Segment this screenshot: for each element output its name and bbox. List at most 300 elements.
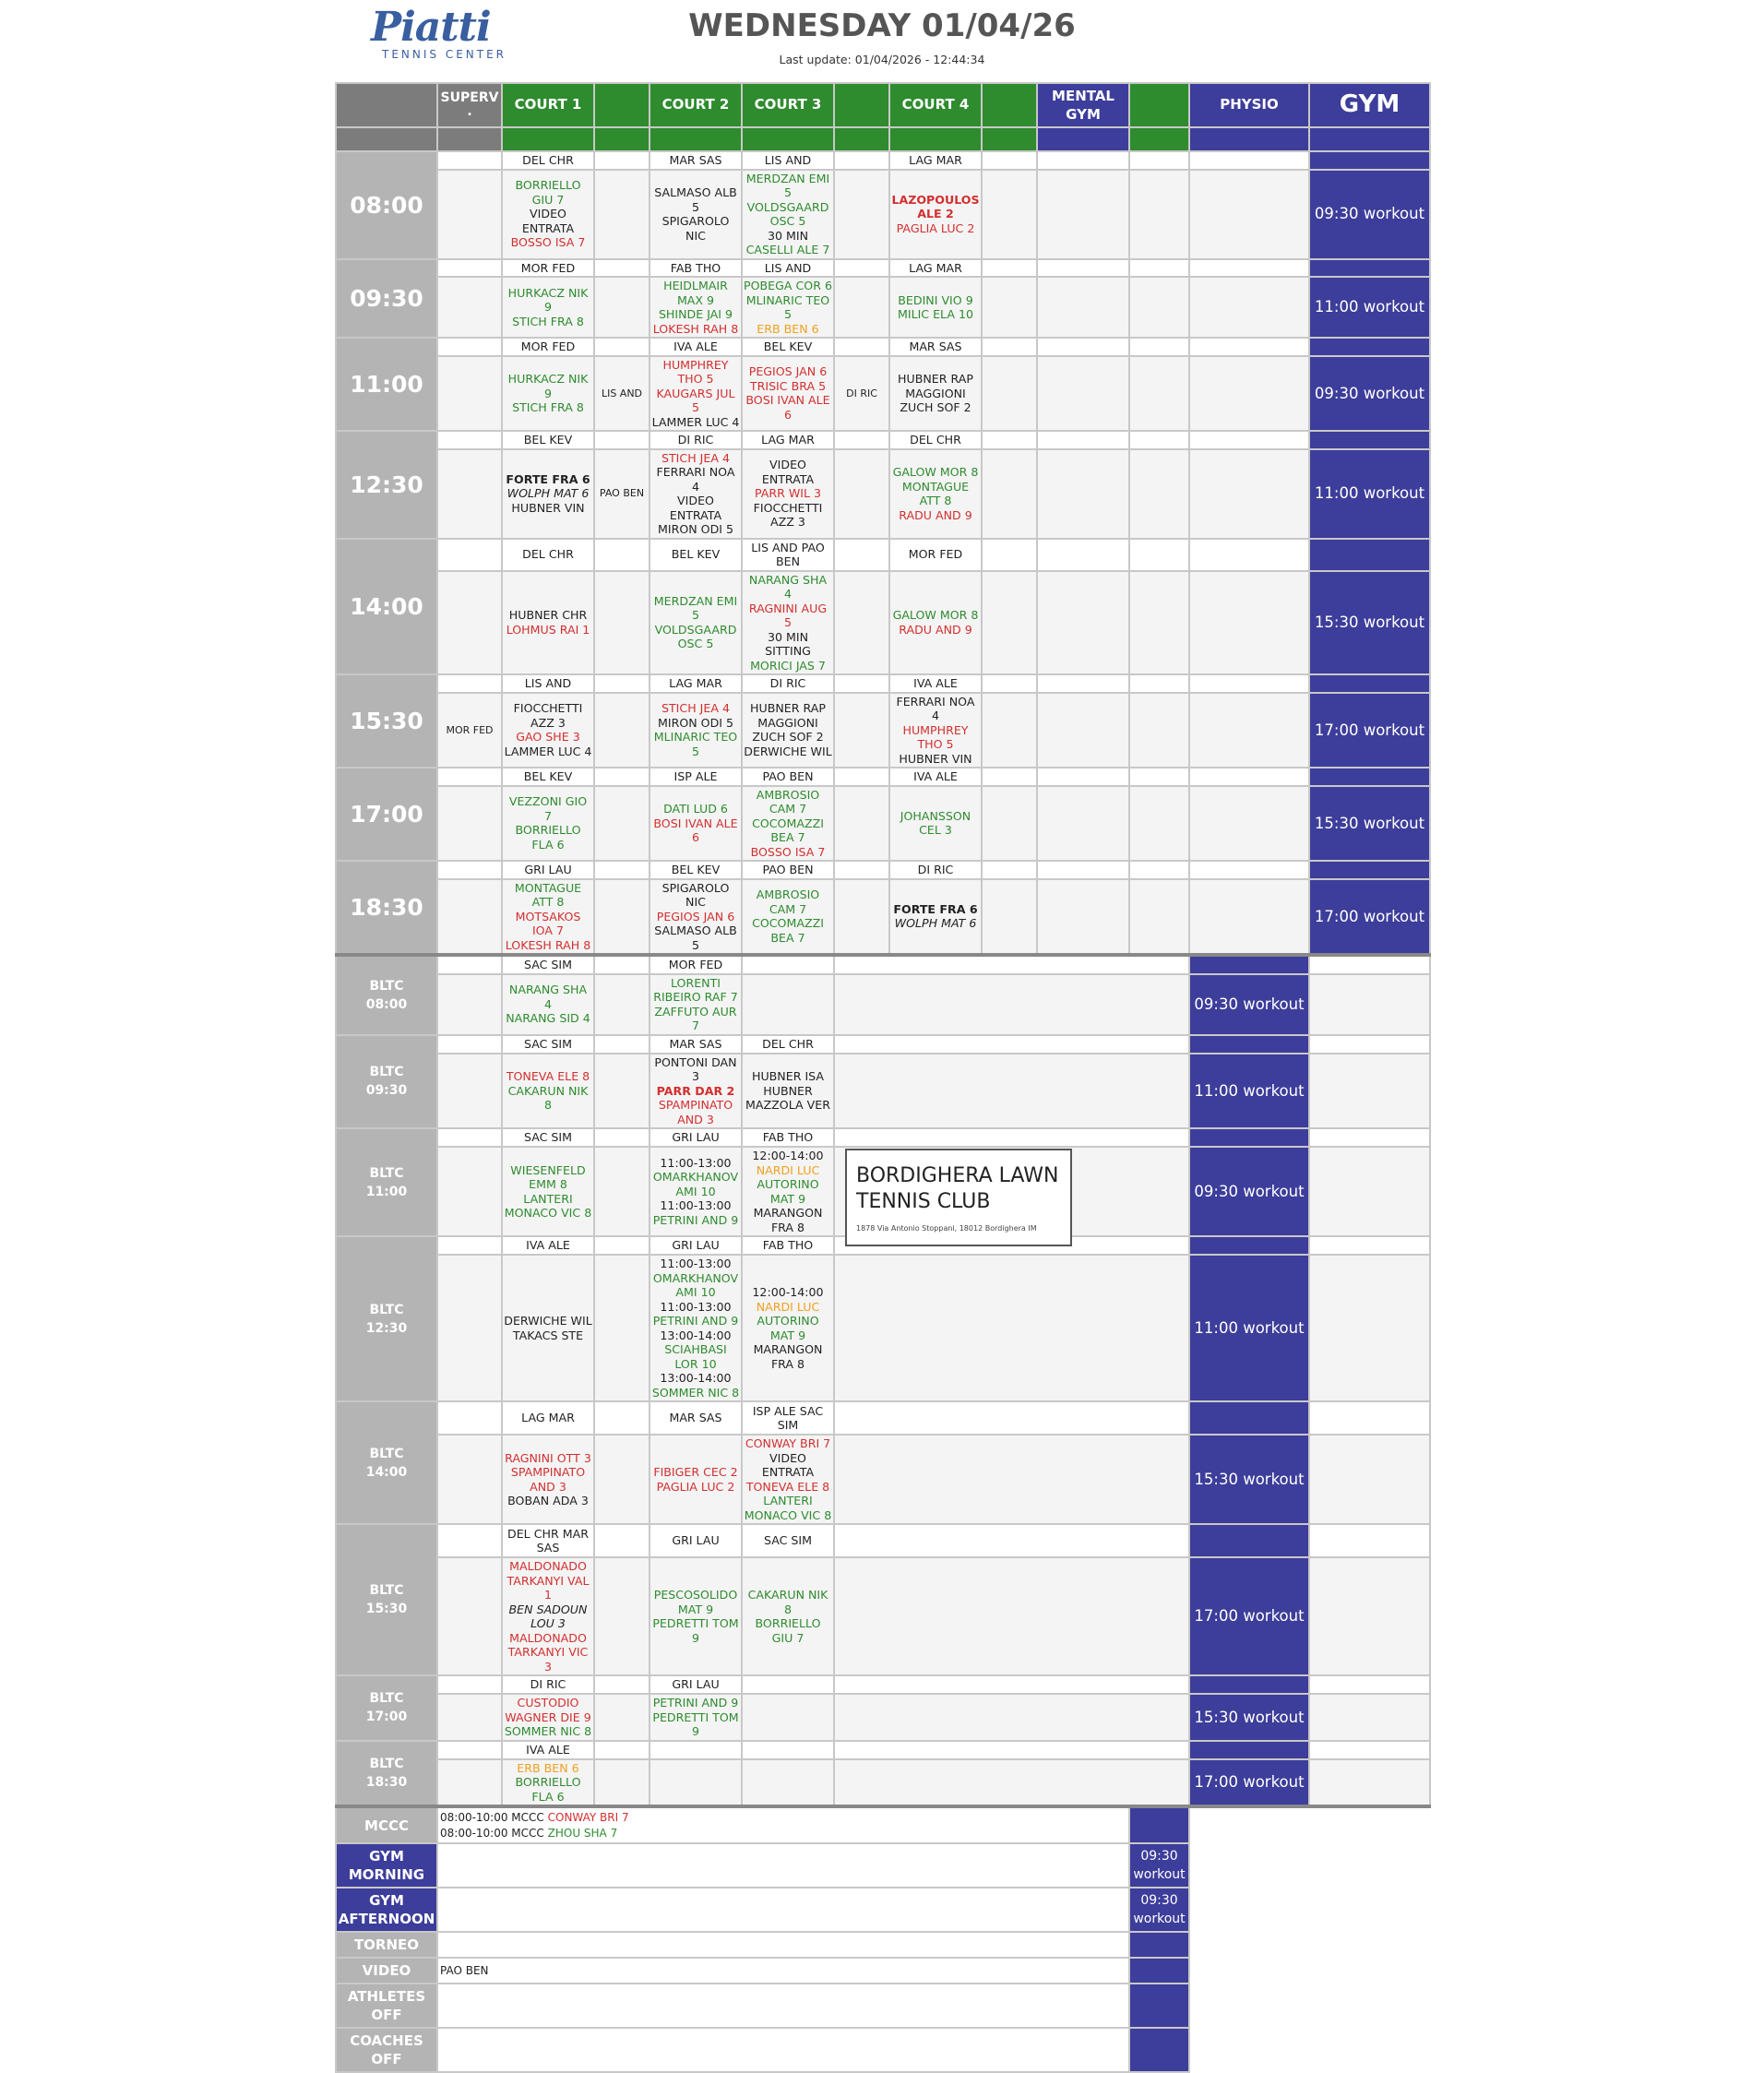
bltc-court3-cell — [742, 974, 834, 1035]
player-entry[interactable]: HUMPHREY THO 5 — [902, 722, 969, 751]
bltc-supervisor-row — [336, 1741, 1430, 1759]
player-entry[interactable]: VIDEO ENTRATA — [761, 1450, 815, 1479]
player-entry[interactable]: MALDONADO TARKANYI VIC 3 — [507, 1630, 589, 1674]
player-entry[interactable]: MALDONADO TARKANYI VAL 1 — [507, 1559, 590, 1602]
court4b-cell — [982, 786, 1037, 862]
gym-workout[interactable]: 09:30 workout — [1309, 170, 1430, 259]
player-entry[interactable]: DATI LUD 6 — [663, 802, 728, 816]
physio-cell — [1189, 170, 1309, 259]
court1b-empty — [594, 768, 650, 786]
player-entry[interactable]: 11:00-13:00 — [660, 1257, 732, 1270]
player-entry[interactable]: OMARKHANOV AMI 10 — [652, 1170, 739, 1198]
player-entry[interactable]: COCOMAZZI BEA 7 — [752, 916, 824, 945]
bltc-court1-supervisor: SAC SIM — [502, 1128, 594, 1147]
player-entry[interactable]: MIRON ODI 5 — [657, 522, 733, 536]
bltc-time-slot — [336, 1675, 437, 1741]
player-entry[interactable]: PETRINI AND 9 — [652, 1696, 739, 1710]
supervisor-row — [336, 259, 1430, 278]
court4b-cell — [982, 879, 1037, 956]
court4-cell — [889, 449, 982, 539]
gym-morning-content — [437, 1843, 1129, 1888]
c4b-sub — [982, 127, 1037, 151]
player-entry[interactable]: WOLPH MAT 6 — [894, 916, 977, 931]
player-entry[interactable]: 30 MIN SITTING — [765, 629, 811, 658]
bltc-court2-cell — [650, 1255, 742, 1401]
superv-cell — [437, 1147, 502, 1236]
player-entry[interactable]: CAKARUN NIK 8 — [747, 1588, 828, 1616]
player-entry[interactable]: SALMASO ALB 5 — [654, 923, 737, 952]
bltc-club-address: 1878 Via Antonio Stoppani, 18012 Bordighera IM — [856, 1224, 1037, 1233]
footer-empty — [1189, 1843, 1430, 1888]
player-entry[interactable]: STICH FRA 8 — [512, 400, 584, 414]
bltc-court3-supervisor: SAC SIM — [742, 1524, 834, 1557]
player-entry[interactable]: WIESENFELD EMM 8 — [510, 1162, 586, 1191]
player-entry[interactable]: STICH FRA 8 — [512, 314, 584, 328]
bltc-slot-row — [336, 1694, 1430, 1741]
player-entry[interactable]: MIRON ODI 5 — [657, 715, 733, 730]
court3b-empty — [834, 768, 889, 786]
court1b-empty — [594, 1128, 650, 1147]
player-entry[interactable]: VIDEO ENTRATA — [521, 207, 575, 235]
court2-supervisor: ISP ALE — [650, 768, 742, 786]
physio-workout[interactable]: 17:00 workout — [1189, 1759, 1309, 1807]
player-entry[interactable]: OMARKHANOV AMI 10 — [652, 1270, 739, 1299]
court1b-cell — [594, 1255, 650, 1401]
player-entry[interactable]: BORRIELLO FLA 6 — [515, 1775, 581, 1804]
player-entry[interactable]: HUBNER VIN — [511, 500, 585, 515]
player-entry[interactable]: BEN SADOUN LOU 3 — [508, 1602, 588, 1630]
court4-supervisor: LAG MAR — [889, 151, 982, 170]
player-entry[interactable]: LORENTI RIBEIRO RAF 7 — [653, 975, 738, 1004]
gym-workout[interactable]: 15:30 workout — [1309, 571, 1430, 675]
player-entry[interactable]: HUBNER ISA — [751, 1069, 825, 1083]
player-entry[interactable]: CASELLI ALE 7 — [745, 243, 830, 256]
player-entry[interactable]: 12:00-14:00 — [752, 1285, 824, 1299]
player-entry[interactable]: CONWAY BRI 7 — [745, 1436, 831, 1450]
bltc-club-box — [845, 1149, 1072, 1246]
player-entry[interactable]: VIDEO ENTRATA — [761, 458, 815, 486]
bltc-time-slot — [336, 1236, 437, 1401]
mccc-line — [440, 1826, 1127, 1841]
player-entry[interactable]: MERDZAN EMI 5 — [745, 171, 830, 199]
court4-supervisor: IVA ALE — [889, 768, 982, 786]
bltc-supervisor-row — [336, 1675, 1430, 1694]
player-entry[interactable]: 12:00-14:00 — [752, 1149, 824, 1162]
player-entry[interactable]: AMBROSIO CAM 7 — [756, 888, 820, 916]
player-entry[interactable]: BEDINI VIO 9 — [898, 292, 973, 307]
court4-supervisor: IVA ALE — [889, 674, 982, 693]
player-entry[interactable]: PAGLIA LUC 2 — [656, 1479, 735, 1494]
bltc-court3-cell — [742, 1557, 834, 1675]
mental-cell — [1037, 449, 1129, 539]
player-entry[interactable]: JOHANSSON CEL 3 — [900, 808, 971, 838]
player-entry[interactable]: PARR DAR 2 — [656, 1083, 735, 1098]
athletes-off-blue — [1129, 1984, 1189, 2028]
court2-supervisor: BEL KEV — [650, 539, 742, 571]
superv-empty — [437, 539, 502, 571]
player-entry[interactable]: NARANG SHA 4 — [748, 572, 828, 601]
player-entry[interactable]: LAMMER LUC 4 — [651, 414, 740, 429]
player-entry[interactable]: AMBROSIO CAM 7 — [756, 787, 820, 816]
player-entry[interactable]: HUMPHREY THO 5 — [662, 357, 729, 386]
court2-supervisor: LAG MAR — [650, 674, 742, 693]
superv-empty — [437, 1524, 502, 1557]
court1b-cell — [594, 879, 650, 956]
player-entry[interactable]: PONTONI DAN 3 — [654, 1054, 737, 1083]
mental-cell — [1037, 571, 1129, 675]
mccc-player[interactable]: ZHOU SHA 7 — [547, 1826, 618, 1840]
player-entry[interactable]: KAUGARS JUL 5 — [656, 386, 735, 414]
player-entry[interactable]: 11:00-13:00 — [660, 1299, 732, 1314]
bltc-court1-cell — [502, 1054, 594, 1129]
player-entry[interactable]: PETRINI AND 9 — [652, 1212, 739, 1227]
player-entry[interactable]: HUBNER RAP — [898, 372, 973, 386]
court2-cell — [650, 449, 742, 539]
gym-morning-workout[interactable]: 09:30 workout — [1129, 1843, 1189, 1888]
player-entry[interactable]: MLINARIC TEO 5 — [745, 292, 830, 321]
player-entry[interactable]: PEDRETTI TOM 9 — [652, 1616, 739, 1645]
gym-workout[interactable]: 11:00 workout — [1309, 277, 1430, 338]
physio-workout[interactable]: 15:30 workout — [1189, 1435, 1309, 1524]
bltc-rest-empty — [834, 1741, 1189, 1759]
mccc-time: 08:00-10:00 MCCC — [440, 1826, 548, 1840]
player-entry[interactable]: BORRIELLO GIU 7 — [755, 1616, 821, 1645]
court1-supervisor: BEL KEV — [502, 768, 594, 786]
player-entry[interactable]: GALOW MOR 8 — [892, 465, 979, 479]
court4b-empty — [982, 768, 1037, 786]
player-entry[interactable]: RAGNINI OTT 3 — [505, 1450, 591, 1465]
court1b-empty — [594, 338, 650, 356]
court3-supervisor: PAO BEN — [742, 861, 834, 879]
bltc-court2-supervisor: GRI LAU — [650, 1236, 742, 1255]
mental-empty — [1037, 151, 1129, 170]
player-entry[interactable]: VOLDSGAARD OSC 5 — [746, 199, 829, 228]
mental-empty — [1037, 539, 1129, 571]
player-entry[interactable]: PEDRETTI TOM 9 — [652, 1710, 739, 1738]
bltc-court2-supervisor: GRI LAU — [650, 1524, 742, 1557]
player-entry[interactable]: STICH JEA 4 — [662, 701, 730, 716]
player-entry[interactable]: MILIC ELA 10 — [897, 307, 973, 321]
player-entry[interactable]: AUTORINO MAT 9 — [757, 1314, 819, 1342]
player-entry[interactable]: SALMASO ALB 5 — [654, 185, 737, 214]
player-entry[interactable]: PETRINI AND 9 — [652, 1314, 739, 1328]
player-entry[interactable]: WOLPH MAT 6 — [507, 486, 590, 501]
bltc-court1-supervisor: SAC SIM — [502, 1035, 594, 1054]
court1b-empty — [594, 1401, 650, 1435]
player-entry[interactable]: SPAMPINATO AND 3 — [510, 1465, 586, 1494]
physio-sub — [1189, 127, 1309, 151]
physio-workout[interactable]: 11:00 workout — [1189, 1255, 1309, 1401]
player-entry[interactable]: HUBNER CHR — [508, 608, 588, 623]
player-entry[interactable]: TONEVA ELE 8 — [745, 1479, 830, 1494]
player-entry[interactable]: MLINARIC TEO 5 — [653, 730, 738, 758]
bltc-label: BLTC — [369, 1302, 404, 1317]
player-entry[interactable]: RADU AND 9 — [899, 622, 972, 637]
player-entry[interactable]: LANTERI MONACO VIC 8 — [744, 1494, 832, 1522]
court3b-cell — [834, 277, 889, 338]
superv-empty — [437, 259, 502, 278]
gym-sup-cell — [1309, 431, 1430, 449]
player-entry[interactable]: HURKACZ NIK 9 — [507, 285, 589, 315]
bltc-court2-cell — [650, 1147, 742, 1236]
player-entry[interactable]: 13:00-14:00 — [660, 1371, 732, 1385]
gym-empty — [1309, 974, 1430, 1035]
physio-sup-cell — [1189, 1401, 1309, 1435]
court1-cell — [502, 693, 594, 768]
bltc-rest-cell — [834, 1694, 1189, 1741]
court1b-empty — [594, 1524, 650, 1557]
player-entry[interactable]: ZUCH SOF 2 — [900, 400, 971, 414]
court1b-cell — [594, 1557, 650, 1675]
court2-cell — [650, 693, 742, 768]
player-entry[interactable]: PEGIOS JAN 6 — [656, 909, 735, 923]
bltc-time-slot — [336, 1524, 437, 1675]
player-entry[interactable]: DERWICHE WIL — [504, 1314, 592, 1328]
footer-row — [336, 1888, 1430, 1932]
bltc-court2-supervisor: MAR SAS — [650, 1035, 742, 1054]
player-entry[interactable]: SHINDE JAI 9 — [658, 307, 733, 321]
player-entry[interactable]: NARANG SHA 4 — [508, 983, 588, 1011]
bltc-court1-cell — [502, 974, 594, 1035]
court4-cell — [889, 693, 982, 768]
superv-cell — [437, 571, 502, 675]
player-entry[interactable]: PARR WIL 3 — [754, 486, 822, 501]
coaches-off-label: COACHES OFF — [336, 2028, 437, 2072]
physio-sup-cell — [1189, 1524, 1309, 1557]
bltc-time: 08:00 — [365, 996, 408, 1012]
footer-row — [336, 2028, 1430, 2072]
gym-workout[interactable]: 17:00 workout — [1309, 693, 1430, 768]
gym-workout[interactable]: 15:30 workout — [1309, 786, 1430, 862]
bltc-slot-row — [336, 1557, 1430, 1675]
player-entry[interactable]: DERWICHE WIL — [744, 744, 832, 758]
bltc-court1-cell — [502, 1435, 594, 1524]
bltc-rest-empty — [834, 1035, 1189, 1054]
player-entry[interactable]: LOHMUS RAI 1 — [506, 622, 590, 637]
player-entry[interactable]: SPIGAROLO NIC — [662, 880, 730, 909]
player-entry[interactable]: SPAMPINATO AND 3 — [658, 1098, 733, 1126]
bltc-slot-row — [336, 1759, 1430, 1807]
player-entry[interactable]: MAGGIONI — [905, 386, 966, 400]
player-entry[interactable]: NARANG SID 4 — [506, 1011, 590, 1026]
player-entry[interactable]: LAMMER LUC 4 — [504, 744, 592, 758]
court1-supervisor: DEL CHR — [502, 539, 594, 571]
player-entry[interactable]: FERRARI NOA 4 — [896, 694, 975, 722]
player-entry[interactable]: FORTE FRA 6 — [506, 471, 590, 486]
court4-supervisor: DI RIC — [889, 861, 982, 879]
player-entry[interactable]: ERB BEN 6 — [517, 1760, 579, 1775]
player-entry[interactable]: ERB BEN 6 — [757, 321, 819, 336]
player-entry[interactable]: SPIGAROLO NIC — [662, 214, 730, 243]
bltc-time: 12:30 — [365, 1320, 408, 1336]
player-entry[interactable]: MONTAGUE ATT 8 — [514, 880, 582, 909]
mentalb-empty — [1129, 768, 1189, 786]
player-entry[interactable]: VEZZONI GIO 7 — [508, 794, 588, 823]
mental-cell — [1037, 786, 1129, 862]
bltc-time: 14:00 — [365, 1464, 408, 1480]
mccc-player[interactable]: CONWAY BRI 7 — [547, 1810, 629, 1824]
player-entry[interactable]: SOMMER NIC 8 — [651, 1385, 740, 1400]
player-entry[interactable]: BOSI IVAN ALE 6 — [745, 393, 830, 422]
player-entry[interactable]: FIBIGER CEC 2 — [653, 1465, 738, 1479]
player-entry[interactable]: CAKARUN NIK 8 — [507, 1083, 589, 1112]
player-entry[interactable]: STICH JEA 4 — [662, 450, 730, 465]
court1-cell — [502, 356, 594, 432]
gym-workout[interactable]: 17:00 workout — [1309, 879, 1430, 956]
player-entry[interactable]: ZUCH SOF 2 — [752, 730, 824, 745]
player-entry[interactable]: GALOW MOR 8 — [892, 608, 979, 623]
player-entry[interactable]: PAGLIA LUC 2 — [896, 220, 975, 235]
bltc-supervisor-row — [336, 1035, 1430, 1054]
court2-cell — [650, 356, 742, 432]
player-entry[interactable]: BOSSO ISA 7 — [750, 844, 826, 859]
player-entry[interactable]: MORICI JAS 7 — [750, 658, 826, 673]
player-entry[interactable]: MARANGON FRA 8 — [753, 1206, 823, 1234]
mccc-blue — [1129, 1806, 1189, 1843]
court1b-cell — [594, 1435, 650, 1524]
mentalb-cell — [1129, 277, 1189, 338]
gym-header: GYM — [1309, 83, 1430, 127]
slot-row — [336, 786, 1430, 862]
bltc-court2-cell — [650, 974, 742, 1035]
physio-workout[interactable]: 09:30 workout — [1189, 974, 1309, 1035]
player-entry[interactable]: HUBNER VIN — [899, 751, 972, 766]
player-entry[interactable]: MERDZAN EMI 5 — [653, 593, 738, 623]
bltc-court2-supervisor: GRI LAU — [650, 1675, 742, 1694]
gym-empty — [1309, 1236, 1430, 1255]
gym-empty — [1309, 1524, 1430, 1557]
physio-workout[interactable]: 11:00 workout — [1189, 1054, 1309, 1129]
player-entry[interactable]: BOBAN ADA 3 — [507, 1494, 589, 1507]
court4-supervisor: LAG MAR — [889, 259, 982, 278]
player-entry[interactable]: MAGGIONI — [757, 715, 818, 730]
player-entry[interactable]: TAKACS STE — [512, 1328, 584, 1342]
player-entry[interactable]: ZAFFUTO AUR 7 — [654, 1004, 737, 1032]
bltc-rest-cell — [834, 1759, 1189, 1807]
court4-supervisor: MOR FED — [889, 539, 982, 571]
athletes-off-label: ATHLETES OFF — [336, 1984, 437, 2028]
player-entry[interactable]: MARANGON FRA 8 — [753, 1342, 823, 1371]
superv-empty — [437, 431, 502, 449]
gym-afternoon-content — [437, 1888, 1129, 1932]
logo-main-text: Piatti — [371, 4, 491, 51]
court3-cell — [742, 170, 834, 259]
player-entry[interactable]: GAO SHE 3 — [516, 730, 580, 745]
player-entry[interactable]: BORRIELLO GIU 7 — [515, 178, 581, 207]
player-entry[interactable]: FERRARI NOA 4 — [656, 465, 735, 494]
page-header — [0, 0, 1764, 81]
player-entry[interactable]: RADU AND 9 — [899, 507, 972, 522]
physio-workout[interactable]: 17:00 workout — [1189, 1557, 1309, 1675]
player-entry[interactable]: HURKACZ NIK 9 — [507, 372, 589, 400]
player-entry[interactable]: BOSI IVAN ALE 6 — [653, 816, 738, 844]
footer-empty — [1189, 1984, 1430, 2028]
player-entry[interactable]: NARDI LUC — [756, 1162, 820, 1177]
physio-workout[interactable]: 09:30 workout — [1189, 1147, 1309, 1236]
page-title: WEDNESDAY 01/04/26 — [688, 7, 1076, 44]
physio-cell — [1189, 356, 1309, 432]
player-entry[interactable]: LOKESH RAH 8 — [652, 321, 739, 336]
schedule-table — [335, 82, 1431, 2073]
player-entry[interactable]: FIOCCHETTI AZZ 3 — [513, 701, 583, 730]
player-entry[interactable]: SOMMER NIC 8 — [504, 1724, 592, 1738]
player-entry[interactable]: CUSTODIO WAGNER DIE 9 — [505, 1696, 591, 1724]
court3b-empty — [834, 431, 889, 449]
athletes-off-content — [437, 1984, 1129, 2028]
player-entry[interactable]: 30 MIN — [767, 228, 809, 243]
bltc-slot-row — [336, 1255, 1430, 1401]
player-entry[interactable]: COCOMAZZI BEA 7 — [752, 816, 824, 844]
player-entry[interactable]: FIOCCHETTI AZZ 3 — [753, 500, 823, 530]
player-entry[interactable]: TONEVA ELE 8 — [506, 1069, 590, 1083]
court1b-empty — [594, 259, 650, 278]
player-entry[interactable]: VOLDSGAARD OSC 5 — [654, 622, 737, 651]
court4-cell — [889, 356, 982, 432]
physio-workout[interactable]: 15:30 workout — [1189, 1694, 1309, 1741]
superv-empty — [437, 955, 502, 974]
gym-afternoon-workout[interactable]: 09:30 workout — [1129, 1888, 1189, 1932]
player-entry[interactable]: MONTAGUE ATT 8 — [901, 479, 970, 507]
court1-cell — [502, 786, 594, 862]
superv-empty — [437, 861, 502, 879]
player-entry[interactable]: LANTERI MONACO VIC 8 — [504, 1191, 592, 1220]
court4b-empty — [982, 338, 1037, 356]
player-entry[interactable]: TRISIC BRA 5 — [749, 378, 827, 393]
gym-workout[interactable]: 09:30 workout — [1309, 356, 1430, 432]
physio-empty — [1189, 674, 1309, 693]
gym-empty — [1309, 1401, 1430, 1435]
court1b-cell — [594, 277, 650, 338]
court4-supervisor: MAR SAS — [889, 338, 982, 356]
gym-workout[interactable]: 11:00 workout — [1309, 449, 1430, 539]
gym-sup-cell — [1309, 861, 1430, 879]
player-entry[interactable]: HUBNER RAP — [750, 701, 826, 716]
court4b-empty — [982, 151, 1037, 170]
bltc-time: 09:30 — [365, 1083, 408, 1099]
mentalb-sub — [1129, 127, 1189, 151]
player-entry[interactable]: NARDI LUC — [756, 1299, 820, 1314]
player-entry[interactable]: AUTORINO MAT 9 — [757, 1177, 819, 1206]
player-entry[interactable]: BOSSO ISA 7 — [510, 235, 586, 250]
player-entry[interactable]: VIDEO ENTRATA — [669, 494, 722, 522]
player-entry[interactable]: SCIAHBASI LOR 10 — [664, 1342, 727, 1371]
player-entry[interactable]: POBEGA COR 6 — [744, 279, 832, 292]
superv-cell — [437, 449, 502, 539]
player-entry[interactable]: LAZOPOULOS ALE 2 — [891, 192, 980, 221]
player-entry[interactable]: BORRIELLO FLA 6 — [515, 823, 581, 852]
player-entry[interactable]: LOKESH RAH 8 — [505, 937, 591, 952]
court1b-cell — [594, 571, 650, 675]
bltc-slot-row — [336, 974, 1430, 1035]
bltc-slot-row — [336, 1435, 1430, 1524]
player-entry[interactable]: FORTE FRA 6 — [893, 901, 978, 916]
player-entry[interactable]: 11:00-13:00 — [660, 1155, 732, 1170]
bltc-rest-cell — [834, 974, 1189, 1035]
mentalb-empty — [1129, 861, 1189, 879]
corner-cell — [336, 83, 437, 127]
player-entry[interactable]: HEIDLMAIR MAX 9 — [663, 279, 728, 307]
player-entry[interactable]: MOTSAKOS IOA 7 — [515, 909, 581, 937]
court2-supervisor: BEL KEV — [650, 861, 742, 879]
physio-sup-cell — [1189, 1741, 1309, 1759]
player-entry[interactable]: PEGIOS JAN 6 — [748, 364, 828, 379]
player-entry[interactable]: 13:00-14:00 — [660, 1328, 732, 1342]
player-entry[interactable]: 11:00-13:00 — [660, 1198, 732, 1213]
player-entry[interactable]: RAGNINI AUG 5 — [748, 601, 828, 629]
bltc-supervisor-row — [336, 1128, 1430, 1147]
player-entry[interactable]: PESCOSOLIDO MAT 9 — [653, 1588, 738, 1616]
player-entry[interactable]: HUBNER MAZZOLA VER — [745, 1083, 830, 1112]
